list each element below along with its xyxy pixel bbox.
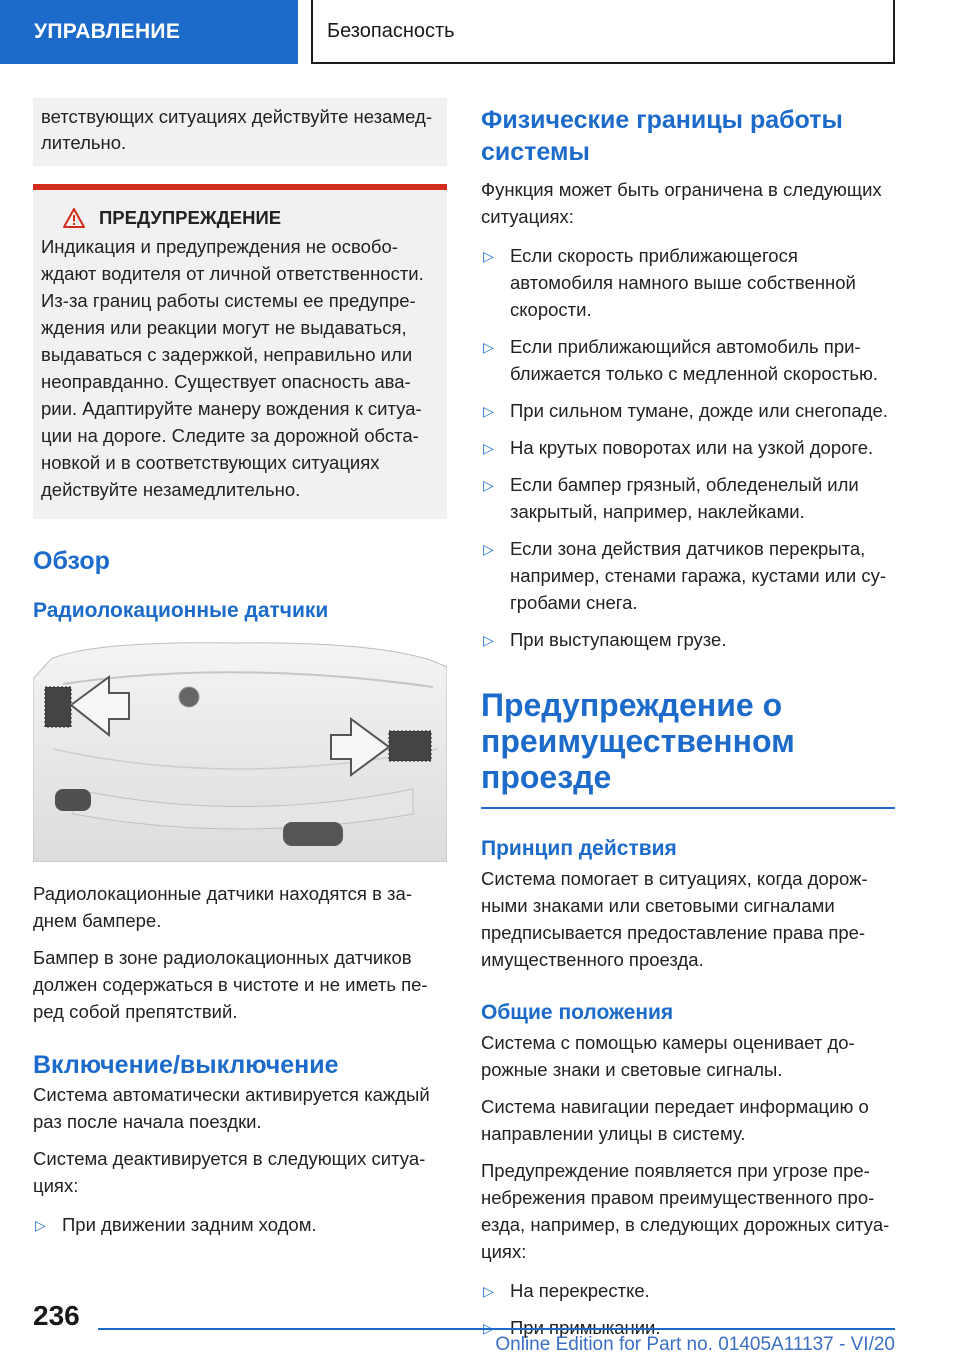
priority-warning-heading: Предупреждение о преимущественном проезде (481, 687, 795, 795)
section-tab (0, 0, 298, 64)
limits-bullet-list (481, 242, 895, 653)
list-item: ▷ При сильном тумане, дожде или снегопаде. (481, 397, 895, 424)
footer-edition: Online Edition for Part no. 01405A11137 - VI/20 (495, 1334, 895, 1355)
right-column (481, 98, 895, 1351)
limits-intro: Функция может быть ограничена в следующих ситуациях: (481, 179, 882, 227)
bullet-triangle-icon: ▷ (35, 1217, 46, 1233)
onoff-bullet-list (33, 1211, 447, 1238)
general-paragraph-2: Система навигации передает информацию о направлении улицы в систему. (481, 1096, 869, 1144)
section-title: УПРАВЛЕНИЕ (34, 20, 181, 43)
list-item: ▷ Если бампер грязный, обледенелый или закрытый, например, наклейками. (483, 474, 859, 522)
list-item: ▷ Если скорость приближающегося автомобиля намного выше собственной скорости. (483, 245, 856, 320)
continued-note-box (33, 98, 447, 166)
general-heading: Общие положения (481, 1001, 674, 1024)
bullet-triangle-icon: ▷ (483, 632, 494, 648)
continued-note-text: ветствующих ситуациях действуйте незамед-лительно. (41, 106, 432, 153)
chapter-title: Безопасность (327, 19, 455, 42)
radar-paragraph-1: Радиолокационные датчики находятся в за-днем бампере. (33, 883, 412, 931)
list-item: ▷ На перекрестке. (481, 1277, 895, 1304)
warning-title (41, 204, 439, 231)
page-number: 236 (33, 1300, 80, 1331)
radar-sensors-illustration (33, 639, 447, 862)
bullet-triangle-icon: ▷ (483, 477, 494, 493)
bullet-triangle-icon: ▷ (483, 440, 494, 456)
bullet-triangle-icon: ▷ (483, 339, 494, 355)
radar-paragraph-2: Бампер в зоне радиолокационных датчиков должен содержаться в чистоте и не иметь пе-ред собой препятствий. (33, 947, 428, 1022)
list-item: ▷ Если зона действия датчиков перекрыта, например, стенами гаража, кустами или су-гробами снега. (483, 538, 886, 613)
bullet-triangle-icon: ▷ (483, 1320, 494, 1336)
heading-rule (481, 807, 895, 809)
general-paragraph-3: Предупреждение появляется при угрозе пре-небрежения правом преимущественного про-езда, например, в следующих дорожных ситуа-циях: (481, 1160, 890, 1262)
onoff-heading: Включение/выключение (33, 1051, 339, 1079)
warning-text: Индикация и предупреждения не освобо-ждают водителя от личной ответственности. Из-за границ работы системы ее предупре-ждения или реакции могут не выдаваться, выдаваться с задержкой, неправильно или неоправданно. Существует опасность ава-рии. Адаптируйте манеру вождения к ситуа-ции на дороге. Следите за дорожной обста-новкой и в соответствующих ситуациях действуйте незамедлительно. (41, 236, 424, 500)
warning-box (33, 184, 447, 519)
radar-heading: Радиолокационные датчики (33, 599, 329, 622)
list-item: ▷ При примыкании. (481, 1314, 895, 1341)
footer-rule (98, 1328, 895, 1330)
list-item: ▷ На крутых поворотах или на узкой дороге. (481, 434, 895, 461)
general-bullet-list (481, 1277, 895, 1341)
bullet-triangle-icon: ▷ (483, 541, 494, 557)
bullet-triangle-icon: ▷ (483, 403, 494, 419)
onoff-paragraph-2: Система деактивируется в следующих ситуа-циях: (33, 1148, 426, 1196)
limits-heading: Физические границы работы системы (481, 106, 843, 166)
left-column (33, 98, 447, 1248)
warning-title-text: ПРЕДУПРЕЖДЕНИЕ (99, 207, 282, 228)
general-paragraph-1: Система с помощью камеры оценивает до-рожные знаки и световые сигналы. (481, 1032, 855, 1080)
onoff-paragraph-1: Система автоматически активируется каждый раз после начала поездки. (33, 1084, 430, 1132)
chapter-header (311, 0, 895, 64)
overview-heading: Обзор (33, 547, 110, 575)
bullet-triangle-icon: ▷ (483, 1283, 494, 1299)
list-item: ▷ Если приближающийся автомобиль при-ближается только с медленной скоростью. (483, 336, 879, 384)
warning-triangle-icon (63, 208, 85, 228)
list-item: ▷ При движении задним ходом. (33, 1211, 447, 1238)
principle-heading: Принцип действия (481, 837, 677, 860)
list-item: ▷ При выступающем грузе. (481, 626, 895, 653)
bullet-triangle-icon: ▷ (483, 248, 494, 264)
principle-paragraph: Система помогает в ситуациях, когда дорож-ными знаками или световыми сигналами предписывается предоставление права пре-имущественного проезда. (481, 868, 868, 970)
